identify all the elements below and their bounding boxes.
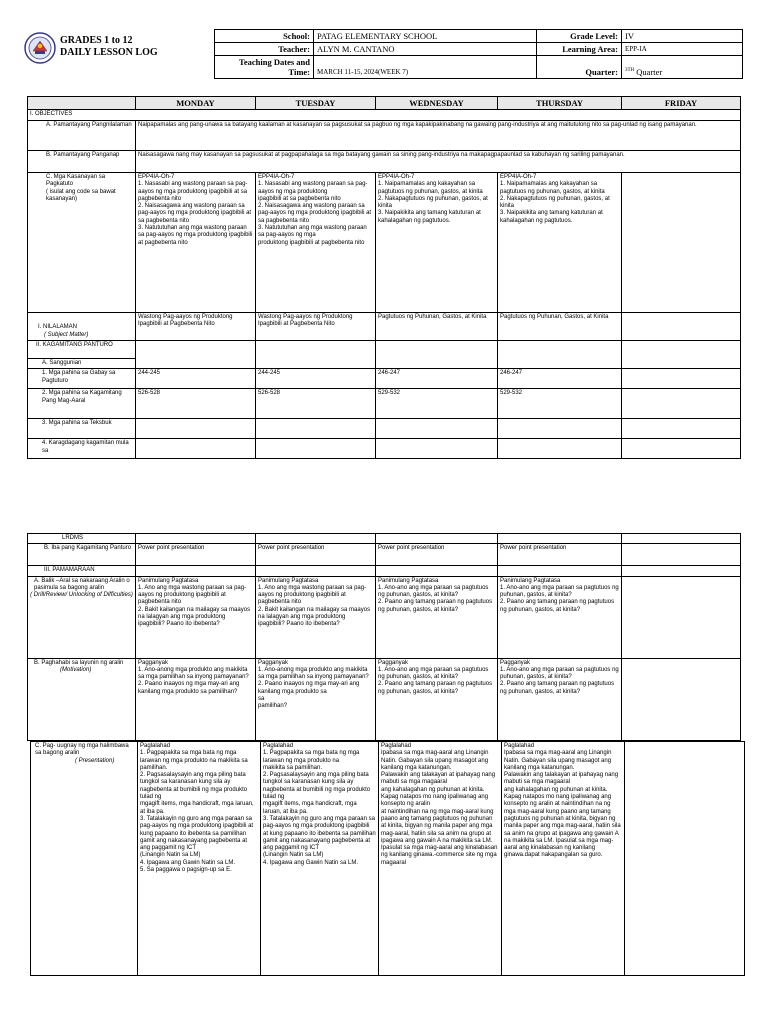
dates-label: Teaching Dates and Time: — [215, 56, 314, 79]
balik-aral-tuesday: Panimulang Pagtatasa 1. Ano ang mga wastong paraan sa pag-aayos ng produktong ipagbibili at pagbebenta nito 2. Bakit kailangan na mailagay sa maayos na lalagyan ang mga produktong ipagbibili? Paano ito ibebenta? — [256, 576, 376, 658]
paghahabi-thursday: Pagganyak 1. Ano-ano ang mga paraan sa pagtutuos ng puhunan, gastos, at kinita? 2. Paano ang tamang paraan ng pagtutuos ng puhunan, gastos, at kinita? — [498, 658, 622, 740]
quarter-value — [622, 56, 743, 79]
gabay-label: 1. Mga pahina sa Gabay sa Pagtuturo — [28, 369, 136, 389]
kagamitang-pang-mag-aaral-label: 2. Mga pahina sa Kagamitang Pang Mag-Aaral — [28, 389, 136, 419]
lm-friday — [622, 389, 741, 419]
corner-cell — [28, 97, 136, 110]
nilalaman-tuesday: Wastong Pag-aayos ng Produktong Ipagbibili at Pagbebenta Nito — [256, 313, 376, 341]
gabay-tuesday: 244-245 — [256, 369, 376, 389]
pamamaraan-label: III. PAMAMARAAN — [28, 566, 136, 576]
lrdms-tuesday — [256, 534, 376, 544]
karagdagang-monday — [136, 439, 256, 459]
iba-thursday: Power point presentation — [498, 544, 622, 566]
balik-aral-sub: ( Drill/Review/ Unlocking of Difficulties) — [30, 592, 133, 599]
day-tuesday: TUESDAY — [256, 97, 376, 110]
dates-value — [314, 56, 537, 79]
pag-uugnay-sub: ( Presentation) — [75, 757, 115, 764]
kagamitan-label: II. KAGAMITANG PANTURO — [28, 341, 136, 359]
quarter-sup: 3TH — [625, 68, 635, 74]
lm-thursday: 529-532 — [498, 389, 622, 419]
dates-text: MARCH 11-15, 2024(WEEK 7) — [317, 68, 409, 76]
pamantayang-panganap-label: B. Pamantayang Panganap — [28, 151, 136, 173]
teacher-value: ALYN M. CANTANO — [314, 43, 537, 56]
kasanayan-monday: EPP4IA-Oh-7 1. Nasasabi ang wastong paraan sa pag-aayos ng mga produktong ipagbibili at sa pagbebenta nito 2. Naisasagawa ang wastong paraan sa pag-aayos ng mga produktong ipagbibili at sa pagbebenta nito 3. Natututuhan ang mga wastong paraan sa pag-aayos ng mga produktong ipagbibili at pagbebenta nito — [136, 173, 256, 313]
paghahabi-title: B. Paghahabi sa layunin ng aralin — [34, 659, 124, 666]
lm-wednesday: 529-532 — [376, 389, 498, 419]
pag-uugnay-thursday: Paglalahad Ipabasa sa mga mag-aaral ang Linangin Natin. Gabayan sila upang masagot ang kanilang mga katanungan. Palawakin ang talakayan at ipahayag nang mabuti sa mga magaaral ang kahalagahan ng puhunan at kinita. Kapag natapos mo nang ipaliwanag ang konsepto ng aralin at naintindihan na ng mga mag-aaral kung paano ang tamang pagtutuos ng puhunan at kinita, bigyan ng manila paper ang mga mag-aaral, hatiin sila sa anim na grupo at ipagawa ang gawain A na makikita sa LM. Ipasulat sa mga mag-aaral ang kinalabasan ng kanilang ginawa.dapat nakapangalan sa guro. — [502, 742, 625, 976]
kasanayan-wednesday: EPP4IA-Oh-7 1. Naipamamalas ang kakayahan sa pagtutuos ng puhunan, gastos, at kinita 2. Nakapagtutuos ng puhunan, gastos, at kinita 3. Naipakikita ang tamang katuturan at kahalagahan ng pagtutuos. — [376, 173, 498, 313]
gabay-thursday: 246-247 — [498, 369, 622, 389]
day-monday: MONDAY — [136, 97, 256, 110]
quarter-label: Quarter: — [537, 56, 622, 79]
lesson-log-table-3 — [30, 741, 745, 976]
kagamitan-friday — [622, 341, 741, 369]
nilalaman-label — [28, 313, 136, 341]
teksbuk-monday — [136, 419, 256, 439]
kasanayan-label: C. Mga Kasanayan sa Pagkatuto ( isulat ang code sa bawat kasanayan) — [28, 173, 136, 313]
balik-aral-thursday: Panimulang Pagtatasa 1. Ano-ano ang mga paraan sa pagtutuos ng puhunan, gastos, at kinita? 2. Paano ang tamang paraan ng pagtutuos ng puhunan, gastos, at kinita? — [498, 576, 622, 658]
objectives-title: I. OBJECTIVES — [28, 110, 741, 121]
karagdagang-thursday — [498, 439, 622, 459]
balik-aral-title: A. Balik –Aral sa nakaraang Aralin o pasimula sa bagong aralin — [34, 577, 130, 591]
nilalaman-title: I. NILALAMAN — [38, 324, 78, 331]
iba-friday — [622, 544, 741, 566]
kasanayan-friday — [622, 173, 741, 313]
pag-uugnay-monday: Paglalahad 1. Pagpapakita sa mga bata ng mga larawan ng mga produkto na makikita sa pamilihan. 2. Pagsasalaysayin ang mga piling bata tungkol sa karanasan kung sila ay nagbebenta at bumibili ng mga produkto tulad ng mgagift items, mga handicraft, mga laruan, at iba pa. 3. Tatalakayin ng guro ang mga paraan sa pag-aayos ng mga produktong ipagbibili at kung papaano ito ibebenta sa pamilihan gamit ang nakasanayang pagbebenta at ang paggamit ng ICT (Linangin Natin sa LM) 4. Ipagawa ang Gawin Natin sa LM. 5. Sa paggawa o pagsign-up sa E. — [138, 742, 261, 976]
iba-tuesday: Power point presentation — [256, 544, 376, 566]
nilalaman-monday: Wastong Pag-aayos ng Produktong Ipagbibili at Pagbebenta Nito — [136, 313, 256, 341]
kagamitan-monday — [136, 341, 256, 369]
brand-title — [60, 35, 158, 59]
nilalaman-wednesday: Pagtutuos ng Puhunan, Gastos, at Kinita — [376, 313, 498, 341]
balik-aral-wednesday: Panimulang Pagtatasa 1. Ano-ano ang mga paraan sa pagtutuos ng puhunan, gastos, at kinita? 2. Paano ang tamang paraan ng pagtutuos ng puhunan, gastos, at kinita? — [376, 576, 498, 658]
kagamitan-wednesday — [376, 341, 498, 369]
karagdagang-wednesday — [376, 439, 498, 459]
kagamitan-thursday — [498, 341, 622, 369]
pamamaraan-wednesday — [376, 566, 498, 576]
teacher-label: Teacher: — [215, 43, 314, 56]
pag-uugnay-tuesday: Paglalahad 1. Pagpapakita sa mga bata ng mga larawan ng mga produkto na makikita sa pamilihan. 2. Pagsasalaysayin ang mga piling bata tungkol sa karanasan kung sila ay nagbebenta at bumibili ng mga produkto tulad ng mgagift items, mga handicraft, mga laruan, at iba pa. 3. Tatalakayin ng guro ang mga paraan sa pag-aayos ng mga produktong ipagbibili at kung papaano ito ibebenta sa pamilihan gamit ang nakasanayang pagbebenta at ang paggamit ng ICT (Linangin Natin sa LM) 4. Ipagawa ang Gawin Natin sa LM. — [261, 742, 379, 976]
iba-monday: Power point presentation — [136, 544, 256, 566]
pag-uugnay-label — [31, 742, 138, 976]
pag-uugnay-friday — [625, 742, 745, 976]
day-wednesday: WEDNESDAY — [376, 97, 498, 110]
pamantayang-panganap-text: Naisasagawa nang may kasanayan sa pagsusukat at pagpapahalaga sa mga batayang gawain sa sining pang-industriya na makapagpapaunlad sa kabuhayan ng sariling pamayanan. — [136, 151, 741, 173]
teksbuk-thursday — [498, 419, 622, 439]
lrdms-thursday — [498, 534, 622, 544]
kagamitan-tuesday — [256, 341, 376, 369]
balik-aral-friday — [622, 576, 741, 658]
pamamaraan-thursday — [498, 566, 622, 576]
quarter-text: Quarter — [636, 67, 663, 77]
nilalaman-sub: ( Subject Matter) — [44, 331, 89, 338]
gabay-monday: 244-245 — [136, 369, 256, 389]
teksbuk-wednesday — [376, 419, 498, 439]
grade-label: Grade Level: — [537, 30, 622, 43]
deped-seal-logo — [24, 32, 56, 64]
lrdms-label: LRDMS — [28, 534, 136, 544]
teksbuk-friday — [622, 419, 741, 439]
pamantayang-pangnilalaman-text: Naipapamalas ang pang-unawa sa batayang kaalaman at kasanayan sa pagsusukat sa pagbuo ng mga kapakipakinabang na gawaing pang-industriya at ang maitutulong nito sa pag-unlad ng isang pamayanan. — [136, 121, 741, 151]
lm-tuesday: 526-528 — [256, 389, 376, 419]
kasanayan-tuesday: EPP4IA-Oh-7 1. Nasasabi ang wastong paraan sa pag-aayos ng mga produktong ipagbibili at sa pagbebenta nito 2. Naisasagawa ang wastong paraan sa pag-aayos ng mga produktong ipagbibili at sa pagbebenta nito 3. Natututuhan ang mga wastong paraan sa pag-aayos ng mga produktong ipagbibili at pagbebenta nito — [256, 173, 376, 313]
lesson-log-table-2 — [27, 533, 741, 741]
karagdagang-tuesday — [256, 439, 376, 459]
lrdms-wednesday — [376, 534, 498, 544]
karagdagang-friday — [622, 439, 741, 459]
paghahabi-monday: Pagganyak 1. Ano-anong mga produkto ang makikita sa mga pamilihan sa inyong pamayanan? 2. Paano inaayos ng mga may-ari ang kanilang mga produkto sa pamilihan? — [136, 658, 256, 740]
gabay-wednesday: 246-247 — [376, 369, 498, 389]
lrdms-monday — [136, 534, 256, 544]
day-thursday: THURSDAY — [498, 97, 622, 110]
sanggunian-label: A. Sanggunian — [28, 359, 136, 369]
pamamaraan-tuesday — [256, 566, 376, 576]
lrdms-friday — [622, 534, 741, 544]
pag-uugnay-title: C. Pag- uugnay ng mga halimbawa sa bagong aralin — [35, 743, 129, 757]
teksbuk-label: 3. Mga pahina sa Teksbuk — [28, 419, 136, 439]
nilalaman-friday — [622, 313, 741, 341]
paghahabi-wednesday: Pagganyak 1. Ano-ano ang mga paraan sa pagtutuos ng puhunan, gastos, at kinita? 2. Paano ang tamang paraan ng pagtutuos ng puhunan, gastos, at kinita? — [376, 658, 498, 740]
paghahabi-tuesday: Pagganyak 1. Ano-anong mga produkto ang makikita sa mga pamilihan sa inyong pamayanan? 2. Paano inaayos ng mga may-ari ang kanilang mga produkto sa sa pamilihan? — [256, 658, 376, 740]
school-value: PATAG ELEMENTARY SCHOOL — [314, 30, 537, 43]
pamamaraan-friday — [622, 566, 741, 576]
pamamaraan-monday — [136, 566, 256, 576]
teksbuk-tuesday — [256, 419, 376, 439]
lm-monday: 526-528 — [136, 389, 256, 419]
karagdagang-kagamitan-label: 4. Karagdagang kagamitan mula sa — [28, 439, 136, 459]
grade-value: IV — [622, 30, 743, 43]
header-table — [214, 29, 743, 79]
iba-wednesday: Power point presentation — [376, 544, 498, 566]
brand-line-1: GRADES 1 to 12 — [60, 35, 133, 46]
gabay-friday — [622, 369, 741, 389]
area-label: Learning Area: — [537, 43, 622, 56]
day-friday: FRIDAY — [622, 97, 741, 110]
lesson-log-table-1 — [27, 96, 741, 459]
paghahabi-friday — [622, 658, 741, 740]
pamantayang-pangnilalaman-label: A. Pamantayang Pangnilalaman — [28, 121, 136, 151]
paghahabi-label — [28, 658, 136, 740]
kasanayan-thursday: EPP4IA-Oh-7 1. Naipamamalas ang kakayahan sa pagtutuos ng puhunan, gastos, at kinita 2. Nakapagtutuos ng puhunan, gastos, at kinita 3. Naipakikita ang tamang katuturan at kahalagahan ng pagtutuos. — [498, 173, 622, 313]
balik-aral-label — [28, 576, 136, 658]
brand-line-2: DAILY LESSON LOG — [60, 47, 158, 58]
paghahabi-sub: (Motivation) — [60, 666, 92, 673]
school-label: School: — [215, 30, 314, 43]
nilalaman-thursday: Pagtutuos ng Puhunan, Gastos, at Kinita — [498, 313, 622, 341]
area-value: EPP-IA — [622, 43, 743, 56]
iba-pang-kagamitan-label: B. Iba pang Kagamitang Panturo — [28, 544, 136, 566]
pag-uugnay-wednesday: Paglalahad Ipabasa sa mga mag-aaral ang Linangin Natin. Gabayan sila upang masagot ang kanilang mga katanungan. Palawakin ang talakayan at ipahayag nang mabuti sa mga magaaral ang kahalagahan ng puhunan at kinita. Kapag natapos mo nang ipaliwanag ang konsepto ng aralin at naintindihan na ng mga mag-aaral kung paano ang tamang pagtutuos ng puhunan at kinita, bigyan ng manila paper ang mga mag-aaral, hatiin sila sa anim na grupo at ipagawa ang gawain A na makikita sa LM. Ipasulat sa mga mag-aaral ang kinalabasan ng kanilang ginawa.-commerce site ng mga magaaral — [379, 742, 502, 976]
balik-aral-monday: Panimulang Pagtatasa 1. Ano ang mga wastong paraan sa pag-aayos ng produktong ipagbibili at pagbebenta nito 2. Bakit kailangan na mailagay sa maayos na lalagyan ang mga produktong ipagbibili? Paano ito ibebenta? — [136, 576, 256, 658]
